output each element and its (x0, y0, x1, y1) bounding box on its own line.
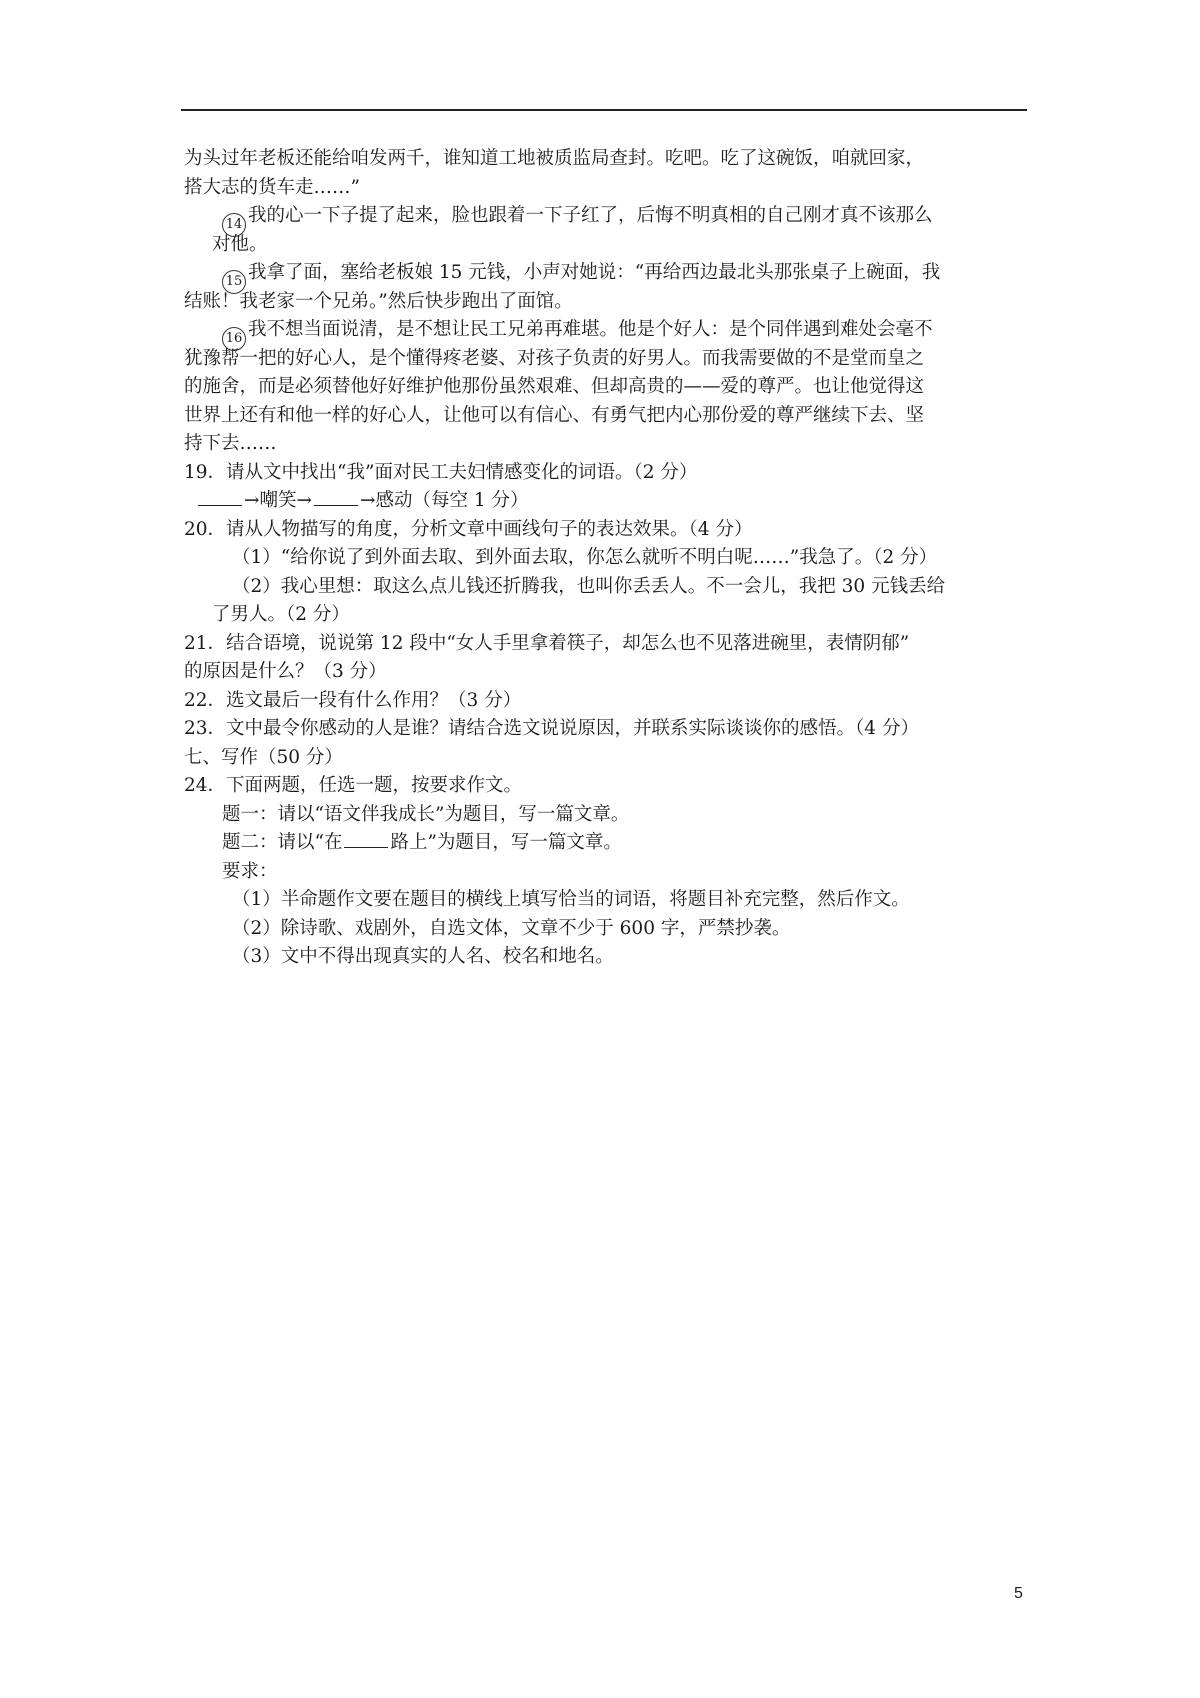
paragraph-15 (184, 259, 1030, 288)
topic-1: 题一：请以“语文伴我成长”为题目，写一篇文章。 (222, 803, 630, 825)
question-20-part-2-cont: 了男人。（2 分） (212, 604, 350, 625)
topic-2-suffix: 路上”为题目，写一篇文章。 (390, 832, 622, 853)
paragraph-16 (184, 316, 1030, 345)
topic-blank[interactable] (344, 829, 388, 848)
page-number: 5 (1014, 1585, 1023, 1602)
paragraph-13-line: 搭大志的货车走……” (184, 176, 360, 198)
paragraph-14 (184, 202, 1030, 231)
question-20: 20．请从人物描写的角度，分析文章中画线句子的表达效果。（4 分） (184, 518, 753, 540)
question-21: 21．结合语境，说说第 12 段中“女人手里拿着筷子，却怎么也不见落进碗里，表情阴郁” (184, 632, 910, 654)
paragraph-number-16: 16 (222, 327, 246, 351)
question-23: 23．文中最令你感动的人是谁？请结合选文说说原因，并联系实际谈谈你的感悟。（4 分） (184, 718, 919, 739)
paragraph-14-text: 我的心一下子提了起来，脸也跟着一下子红了，后悔不明真相的自己刚才真不该那么 (248, 205, 933, 226)
question-22: 22．选文最后一段有什么作用？（3 分） (184, 689, 522, 711)
topic-2 (184, 829, 1030, 858)
paragraph-16-line: 世界上还有和他一样的好心人，让他可以有信心、有勇气把内心那份爱的尊严继续下去、坚 (184, 404, 925, 426)
paragraph-number-14: 14 (222, 213, 246, 237)
q19-end-text: →感动（每空 1 分） (360, 490, 529, 511)
requirements-label: 要求： (222, 860, 278, 882)
paragraph-15-text: 我拿了面，塞给老板娘 15 元钱，小声对她说：“再给西边最北头那张桌子上碗面，我 (248, 262, 941, 283)
answer-blank[interactable] (198, 487, 242, 506)
section-heading-writing: 七、写作（50 分） (184, 746, 343, 768)
header-rule (181, 109, 1027, 111)
question-24: 24．下面两题，任选一题，按要求作文。 (184, 775, 523, 796)
requirement-2: （2）除诗歌、戏剧外，自选文体，文章不少于 600 字，严禁抄袭。 (232, 917, 791, 939)
question-19: 19．请从文中找出“我”面对民工夫妇情感变化的词语。（2 分） (184, 461, 698, 483)
paragraph-16-line: 持下去…… (184, 433, 277, 454)
paragraph-16-line: 的施舍，而是必须替他好好维护他那份虽然艰难、但却高贵的——爱的尊严。也让他觉得这 (184, 376, 925, 397)
paragraph-14-line: 对他。 (212, 233, 268, 255)
question-20-part-2: （2）我心里想：取这么点儿钱还折腾我，也叫你丢丢人。不一会儿，我把 30 元钱丢给 (232, 575, 946, 597)
paragraph-number-15: 15 (222, 270, 246, 294)
paragraph-16-text: 我不想当面说清，是不想让民工兄弟再难堪。他是个好人：是个同伴遇到难处会毫不 (248, 319, 933, 340)
q19-middle-text: →嘲笑→ (244, 490, 313, 511)
requirement-1: （1）半命题作文要在题目的横线上填写恰当的词语，将题目补充完整，然后作文。 (232, 889, 910, 910)
paragraph-13-line: 为头过年老板还能给咱发两千，谁知道工地被质监局查封。吃吧。吃了这碗饭，咱就回家， (184, 148, 925, 169)
question-20-part-1: （1）“给你说了到外面去取、到外面去取，你怎么就听不明白呢……”我急了。（2 分） (232, 547, 938, 568)
paragraph-15-line: 结账！我老家一个兄弟。”然后快步跑出了面馆。 (184, 290, 573, 312)
document-body (184, 145, 1030, 972)
question-21-cont: 的原因是什么？（3 分） (184, 661, 387, 682)
answer-blank[interactable] (314, 487, 358, 506)
question-19-answer-line (184, 487, 1030, 516)
requirement-3: （3）文中不得出现真实的人名、校名和地名。 (232, 946, 614, 967)
paragraph-16-line: 犹豫帮一把的好心人，是个懂得疼老婆、对孩子负责的好男人。而我需要做的不是堂而皇之 (184, 347, 925, 369)
topic-2-prefix: 题二：请以“在 (222, 832, 343, 853)
